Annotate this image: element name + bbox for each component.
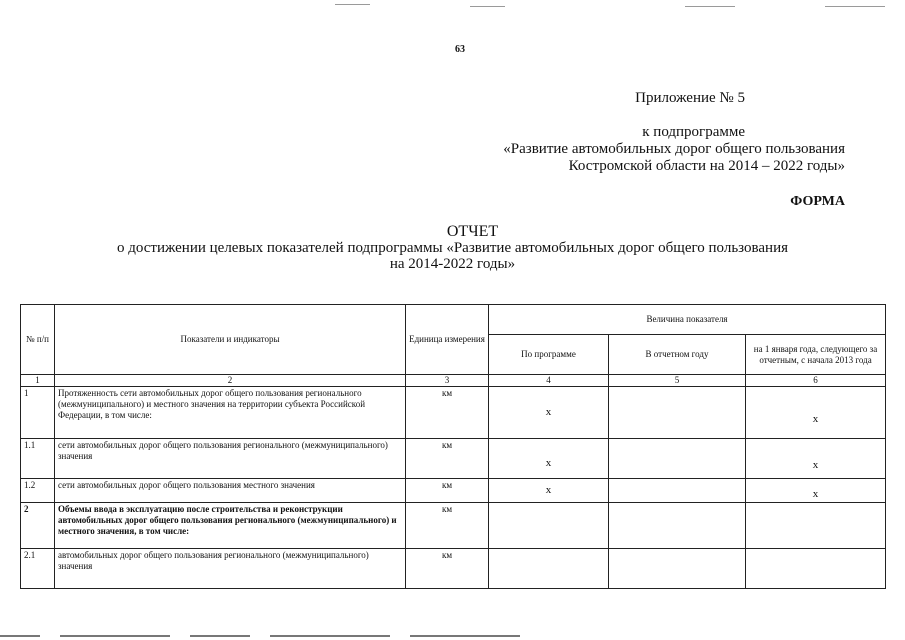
report-title-period: на 2014-2022 годы» xyxy=(389,256,516,272)
approval-line: Костромской области на 2014 – 2022 годы» xyxy=(568,158,845,174)
row-unit: км xyxy=(406,549,489,589)
row-by-program: х xyxy=(489,439,609,479)
header-as-of: на 1 января года, следующего за отчетным, с начала 2013 года xyxy=(746,335,886,375)
row-as-of xyxy=(746,503,886,549)
header-indicator: Показатели и индикаторы xyxy=(55,305,406,375)
header-number: № п/п xyxy=(21,305,55,375)
row-reporting-year xyxy=(609,549,746,589)
column-number: 6 xyxy=(746,375,886,387)
row-unit: км xyxy=(406,387,489,439)
column-number: 5 xyxy=(609,375,746,387)
row-as-of: х xyxy=(746,387,886,439)
scan-artifact-bottom xyxy=(460,635,520,637)
row-reporting-year xyxy=(609,387,746,439)
row-by-program: х xyxy=(489,387,609,439)
row-as-of xyxy=(746,549,886,589)
table-row xyxy=(21,387,886,439)
row-number: 1.1 xyxy=(21,439,55,479)
page-number: 63 xyxy=(455,44,465,55)
approval-block xyxy=(415,124,845,175)
row-by-program: х xyxy=(489,479,609,503)
row-by-program xyxy=(489,503,609,549)
scan-artifact-bottom xyxy=(190,635,250,637)
report-title xyxy=(0,224,905,272)
row-unit: км xyxy=(406,503,489,549)
approval-line: «Развитие автомобильных дорог общего пользования xyxy=(503,141,845,157)
column-number: 4 xyxy=(489,375,609,387)
scan-artifact-bottom xyxy=(270,635,390,637)
column-number: 1 xyxy=(21,375,55,387)
row-reporting-year xyxy=(609,503,746,549)
column-number: 3 xyxy=(406,375,489,387)
row-by-program xyxy=(489,549,609,589)
table-row xyxy=(21,479,886,503)
row-as-of: х xyxy=(746,439,886,479)
row-reporting-year xyxy=(609,479,746,503)
report-title-subheading: о достижении целевых показателей подпрограммы «Развитие автомобильных дорог общего пользования xyxy=(116,240,789,256)
row-unit: км xyxy=(406,439,489,479)
row-indicator: Протяженность сети автомобильных дорог общего пользования регионального (межмуниципального) и местного значения на территории субъекта Российской Федерации, в том числе: xyxy=(55,387,406,439)
row-indicator: Объемы ввода в эксплуатацию после строительства и реконструкции автомобильных дорог общего пользования регионального (межмуниципального) и местного значения, в том числе: xyxy=(55,503,406,549)
row-number: 1 xyxy=(21,387,55,439)
header-by-program: По программе xyxy=(489,335,609,375)
indicators-table xyxy=(20,304,886,589)
header-value-group: Величина показателя xyxy=(489,305,886,335)
header-reporting-year: В отчетном году xyxy=(609,335,746,375)
row-indicator: автомобильных дорог общего пользования регионального (межмуниципального) значения xyxy=(55,549,406,589)
column-number: 2 xyxy=(55,375,406,387)
row-indicator: сети автомобильных дорог общего пользования местного значения xyxy=(55,479,406,503)
appendix-label: Приложение № 5 xyxy=(635,90,745,106)
row-number: 2 xyxy=(21,503,55,549)
row-indicator: сети автомобильных дорог общего пользования регионального (межмуниципального) значения xyxy=(55,439,406,479)
column-number-row xyxy=(21,375,886,387)
form-label: ФОРМА xyxy=(790,194,845,209)
row-number: 1.2 xyxy=(21,479,55,503)
approval-line: к подпрограмме xyxy=(642,124,745,140)
scan-artifact-top-3 xyxy=(685,6,735,7)
scan-artifact-top-2 xyxy=(470,6,505,7)
row-number: 2.1 xyxy=(21,549,55,589)
row-as-of: х xyxy=(746,479,886,503)
row-reporting-year xyxy=(609,439,746,479)
scan-artifact-top-1 xyxy=(335,4,370,5)
table-row xyxy=(21,439,886,479)
header-unit: Единица измерения xyxy=(406,305,489,375)
table-row xyxy=(21,503,886,549)
scan-artifact-top-4 xyxy=(825,6,885,7)
table-row xyxy=(21,549,886,589)
row-unit: км xyxy=(406,479,489,503)
report-title-heading: ОТЧЕТ xyxy=(446,223,499,240)
scan-artifact-bottom xyxy=(60,635,170,637)
scan-artifact-bottom xyxy=(0,635,40,637)
